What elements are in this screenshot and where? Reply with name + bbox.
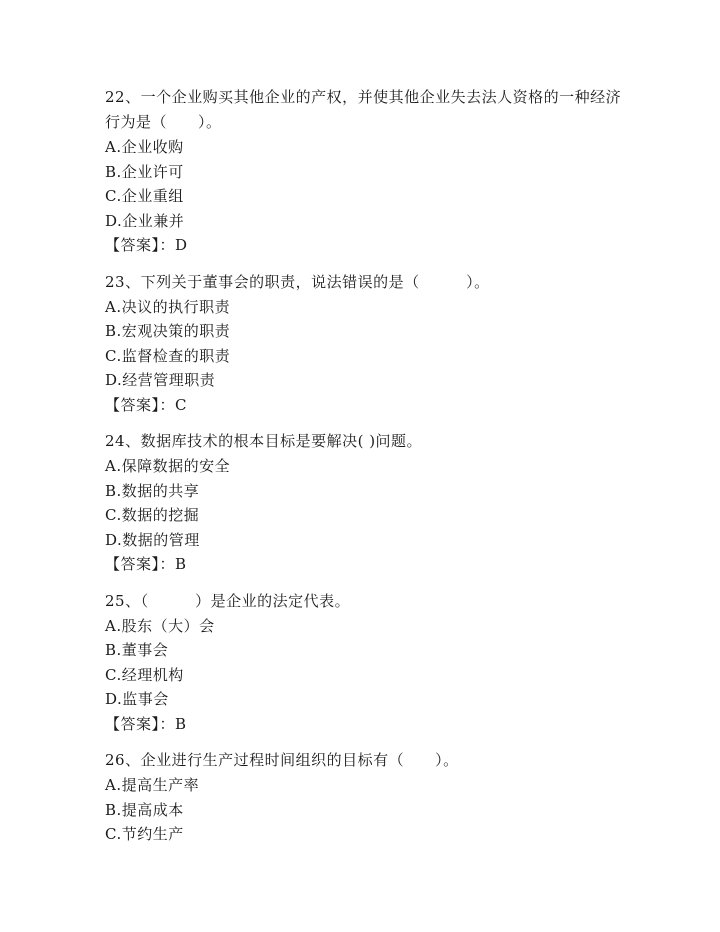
- option-b: B.数据的共享: [105, 481, 200, 500]
- option-b: B.宏观决策的职责: [105, 322, 231, 340]
- option-d: D.经营管理职责: [105, 371, 216, 389]
- answer-line: 【答案】：C: [105, 395, 187, 414]
- option-a: A.企业收购: [105, 138, 184, 156]
- question-stem: 26、企业进行生产过程时间组织的目标有（ ）。: [105, 751, 459, 769]
- option-a: A.提高生产率: [105, 776, 200, 794]
- option-c: C.节约生产: [105, 825, 184, 843]
- option-c: C.企业重组: [105, 187, 184, 205]
- option-b: B.董事会: [105, 641, 169, 659]
- answer-line: 【答案】：D: [105, 236, 188, 254]
- option-a: A.保障数据的安全: [105, 457, 231, 475]
- question-stem: 23、下列关于董事会的职责，说法错误的是（ ）。: [105, 272, 490, 291]
- question-25: [105, 589, 625, 737]
- question-stem: 25、（ ）是企业的法定代表。: [105, 591, 351, 610]
- question-stem: 24、数据库技术的根本目标是要解决( )问题。: [105, 432, 423, 450]
- option-b: B.提高成本: [105, 800, 184, 819]
- option-b: B.企业许可: [105, 162, 184, 181]
- option-d: D.监事会: [105, 690, 169, 708]
- question-22: [105, 85, 625, 258]
- option-a: A.决议的执行职责: [105, 297, 231, 316]
- option-d: D.数据的管理: [105, 530, 200, 549]
- document-page: [105, 85, 625, 847]
- option-c: C.经理机构: [105, 665, 184, 684]
- question-stem: 22、一个企业购买其他企业的产权，并使其他企业失去法人资格的一种经济行为是（ ）。: [105, 88, 622, 131]
- option-c: C.监督检查的职责: [105, 346, 231, 365]
- option-c: C.数据的挖掘: [105, 506, 200, 524]
- question-26: [105, 748, 625, 847]
- option-a: A.股东（大）会: [105, 616, 215, 635]
- answer-line: 【答案】：B: [105, 555, 187, 573]
- answer-line: 【答案】：B: [105, 714, 187, 733]
- question-23: [105, 270, 625, 418]
- option-d: D.企业兼并: [105, 211, 185, 230]
- question-24: [105, 429, 625, 577]
